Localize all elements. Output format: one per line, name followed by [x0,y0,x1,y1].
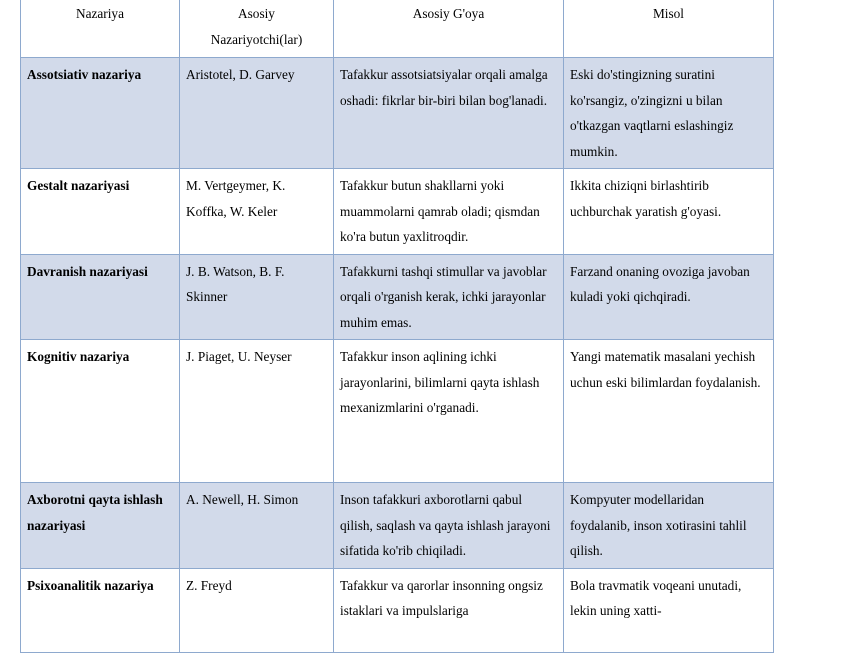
cell-theory: Psixoanalitik nazariya [21,568,180,652]
cell-example: Bola travmatik voqeani unutadi, lekin uning xatti- [564,568,774,652]
table-row [21,169,774,255]
cell-example: Ikkita chiziqni birlashtirib uchburchak yaratish g'oyasi. [564,169,774,255]
cell-idea: Tafakkur assotsiatsiyalar orqali amalga oshadi: fikrlar bir-biri bilan bog'lanadi. [334,58,564,169]
cell-example: Kompyuter modellaridan foydalanib, inson xotirasini tahlil qilish. [564,483,774,569]
cell-theorists: Z. Freyd [180,568,334,652]
table-container [20,0,773,653]
column-header-theorists [180,0,334,58]
cell-theory: Axborotni qayta ishlash nazariyasi [21,483,180,569]
table-header-row [21,0,774,58]
cell-idea: Tafakkur va qarorlar insonning ongsiz istaklari va impulslariga [334,568,564,652]
cell-theory: Kognitiv nazariya [21,340,180,483]
cell-theorists: Aristotel, D. Garvey [180,58,334,169]
cell-theorists: J. Piaget, U. Neyser [180,340,334,483]
table-row [21,58,774,169]
table-body [21,58,774,653]
table-header [21,0,774,58]
table-row [21,254,774,340]
cell-idea: Tafakkurni tashqi stimullar va javoblar orqali o'rganish kerak, ichki jarayonlar muhim emas. [334,254,564,340]
table-row [21,483,774,569]
cell-example: Yangi matematik masalani yechish uchun eski bilimlardan foydalanish. [564,340,774,483]
cell-theory: Assotsiativ nazariya [21,58,180,169]
column-header-theory-label: Nazariya [76,6,124,21]
column-header-example-label: Misol [652,6,685,21]
column-header-idea-label: Asosiy G'oya [412,6,485,21]
cell-theory: Gestalt nazariyasi [21,169,180,255]
cell-example: Farzand onaning ovoziga javoban kuladi yoki qichqiradi. [564,254,774,340]
cell-example: Eski do'stingizning suratini ko'rsangiz, o'zingizni u bilan o'tkazgan vaqtlarni eslashingiz mumkin. [564,58,774,169]
column-header-theory [21,0,180,58]
cell-idea: Tafakkur butun shakllarni yoki muammolarni qamrab oladi; qismdan ko'ra butun yaxlitroqdir. [334,169,564,255]
cell-idea: Inson tafakkuri axborotlarni qabul qilish, saqlash va qayta ishlash jarayoni sifatida ko'rib chiqiladi. [334,483,564,569]
column-header-idea [334,0,564,58]
table-row [21,568,774,652]
theories-table [20,0,774,653]
column-header-theorists-label-line1: Asosiy [238,6,275,21]
cell-idea: Tafakkur inson aqlining ichki jarayonlarini, bilimlarni qayta ishlash mexanizmlarini o'rganadi. [334,340,564,483]
cell-theory: Davranish nazariyasi [21,254,180,340]
table-row [21,340,774,483]
cell-theorists: J. B. Watson, B. F. Skinner [180,254,334,340]
cell-theorists: A. Newell, H. Simon [180,483,334,569]
column-header-theorists-label-line2: Nazariyotchi(lar) [210,31,303,47]
cell-theorists: M. Vertgeymer, K. Koffka, W. Keler [180,169,334,255]
column-header-example [564,0,774,58]
